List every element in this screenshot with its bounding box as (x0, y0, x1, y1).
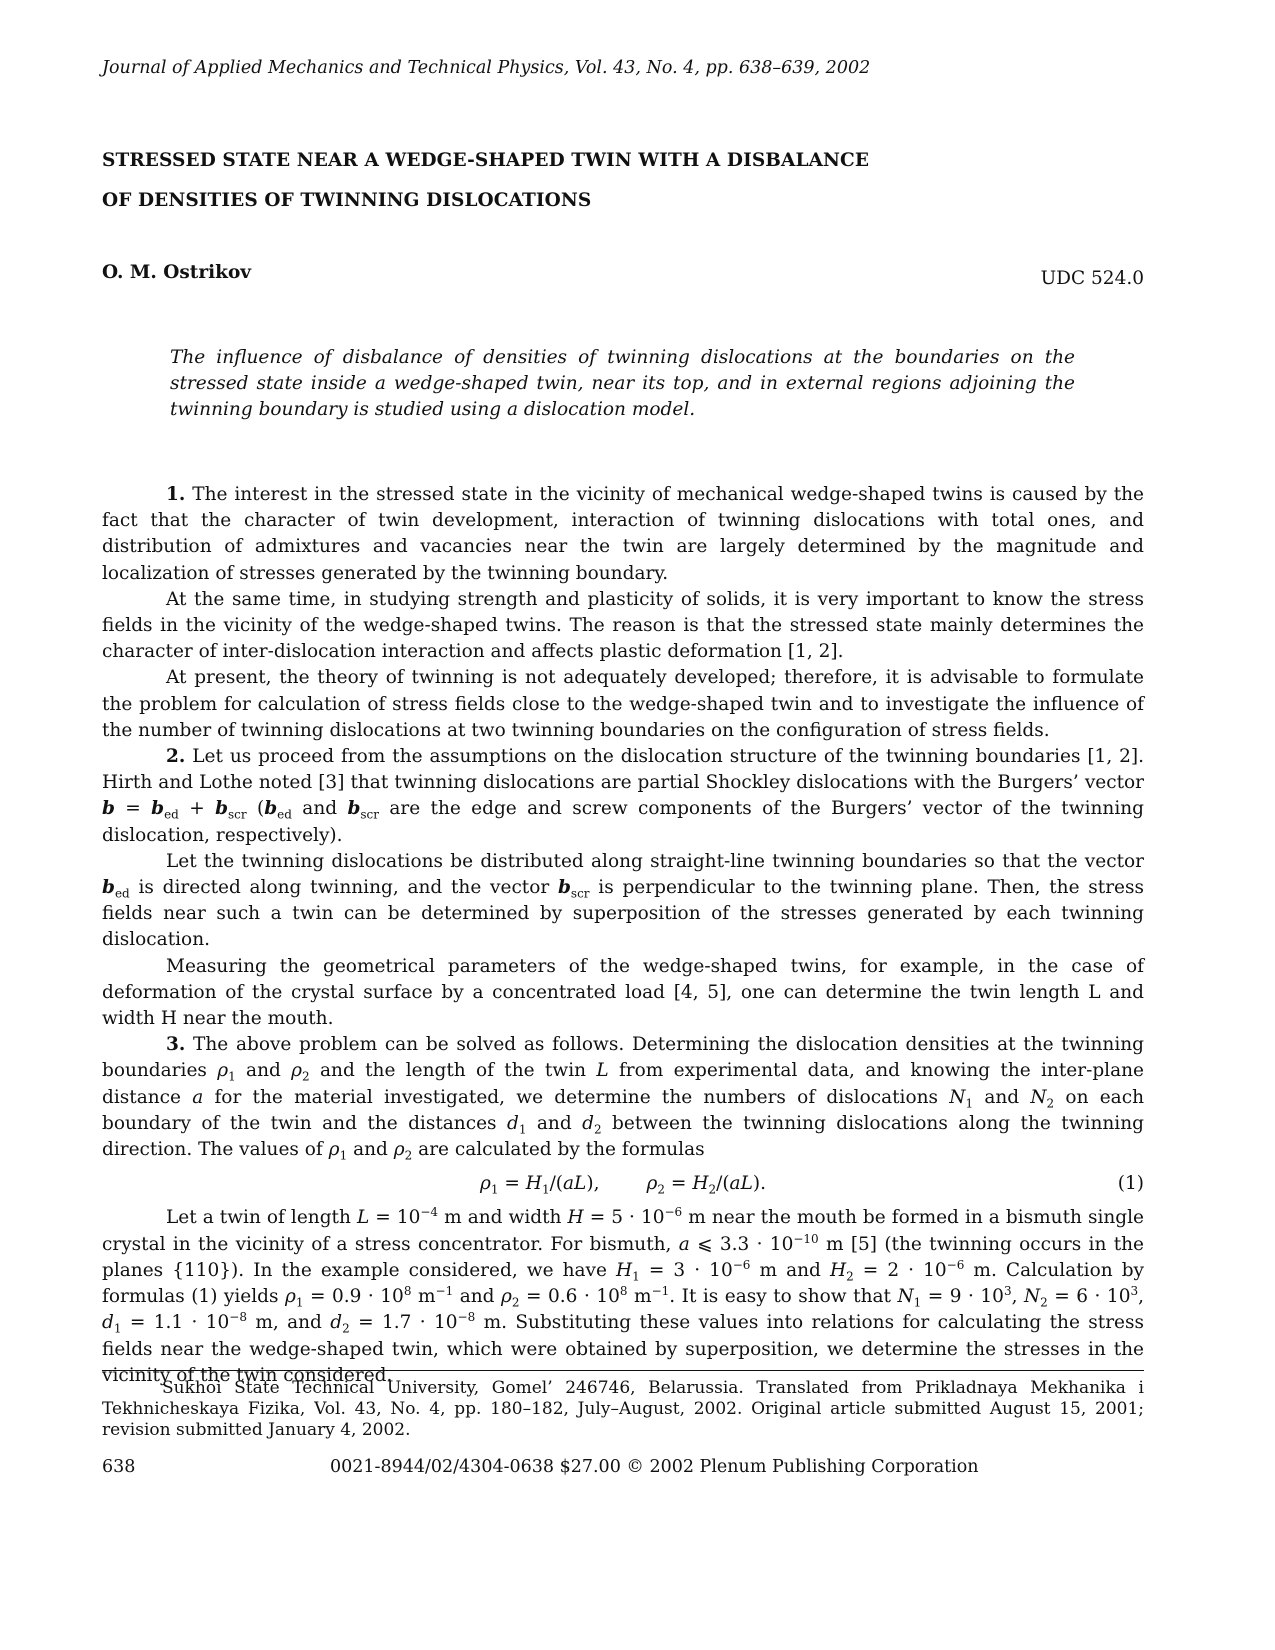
journal-header: Journal of Applied Mechanics and Technical Physics, Vol. 43, No. 4, pp. 638–639, 2002 (102, 58, 871, 78)
author: O. M. Ostrikov (102, 262, 252, 283)
section-number: 1. (166, 484, 186, 505)
equation-number: (1) (1117, 1173, 1144, 1195)
copyright-line: 0021-8944/02/4304-0638 $27.00 © 2002 Plenum Publishing Corporation (330, 1457, 979, 1477)
paragraph-4: 2. Let us proceed from the assumptions on the dislocation structure of the twinning boundaries [1, 2]. Hirth and Lothe noted [3] that twinning dislocations are partial Shockley dislocations with the Burgers’ vector $b = b_{ed} + b_{scr}$ ($b_{ed}$ and $b_{scr}$ are the edge and screw components of the Burgers’ vector of the twinning dislocation, respectively). (102, 746, 1144, 846)
title-line-2: OF DENSITIES OF TWINNING DISLOCATIONS (102, 190, 592, 211)
paragraph-6: Measuring the geometrical parameters of the wedge-shaped twins, for example, in the case of deformation of the crystal surface by a concentrated load [4, 5], one can determine the twin length L and width H near the mouth. (102, 955, 1144, 1030)
paragraph-2: At the same time, in studying strength and plasticity of solids, it is very important to know the stress fields in the vicinity of the wedge-shaped twins. The reason is that the stressed state mainly determines the character of inter-dislocation interaction and affects plastic deformation [1, 2]. (102, 588, 1144, 663)
page-number: 638 (102, 1457, 136, 1477)
equation-1: $\rho_1 = H_1/(aL)$, $\rho_2 = H_2/(aL)$. (1) (480, 1173, 1144, 1197)
udc-code: UDC 524.0 (1040, 268, 1144, 289)
title-line-1: STRESSED STATE NEAR A WEDGE-SHAPED TWIN WITH A DISBALANCE (102, 150, 870, 171)
footnote: Sukhoi State Technical University, Gomel’ 246746, Belarussia. Translated from Prikladnaya Mekhanika i Tekhnicheskaya Fizika, Vol. 43, No. 4, pp. 180–182, July–August, 2002. Original article submitted August 15, 2001; revision submitted January 4, 2002. (102, 1378, 1144, 1440)
paragraph-1-text: The interest in the stressed state in the vicinity of mechanical wedge-shaped twins is caused by the fact that the character of twin development, interaction of twinning dislocations with total ones, and distribution of admixtures and vacancies near the twin are largely determined by the magnitude and localization of stresses generated by the twinning boundary. (102, 484, 1144, 584)
paragraph-3: At present, the theory of twinning is not adequately developed; therefore, it is advisable to formulate the problem for calculation of stress fields close to the wedge-shaped twin and to investigate the influence of the number of twinning dislocations at two twinning boundaries on the configuration of stress fields. (102, 667, 1144, 741)
section-number: 3. (166, 1034, 186, 1056)
paragraph-1 (102, 482, 1144, 587)
paragraph-8: Let a twin of length $L = 10^{-4}$ m and width $H = 5 \cdot 10^{-6}$ m near the mouth be formed in a bismuth single crystal in the vicinity of a stress concentrator. For bismuth, a ⩽ $3.3 \cdot 10^{-10}$ m [5] (the twinning occurs in the planes {110}). In the example considered, we have $H_1 = 3 \cdot 10^{-6}$ m and $H_2 = 2 \cdot 10^{-6}$ m. Calculation by formulas (1) yields $\rho_1 = 0.9 \cdot 10^8$ $m^{-1}$ and $\rho_2 = 0.6 \cdot 10^8$ $m^{-1}$. It is easy to show that $N_1 = 9 \cdot 10^3$, $N_2 = 6 \cdot 10^3$, $d_1 = 1.1 \cdot 10^{-8}$ m, and $d_2 = 1.7 \cdot 10^{-8}$ m. Substituting these values into relations for calculating the stress fields near the wedge-shaped twin, which were obtained by superposition, we determine the stresses in the vicinity of the twin considered. (102, 1205, 1145, 1386)
paragraph-5: Let the twinning dislocations be distributed along straight-line twinning boundaries so that the vector $b_{ed}$ is directed along twinning, and the vector $b_{scr}$ is perpendicular to the twinning plane. Then, the stress fields near such a twin can be determined by superposition of the stresses generated by each twinning dislocation. (102, 850, 1144, 951)
footnote-divider (102, 1370, 1144, 1371)
paragraph-7: 3. The above problem can be solved as follows. Determining the dislocation densities at the twinning boundaries $\rho_1$ and $\rho_2$ and the length of the twin L from experimental data, and knowing the inter-plane distance a for the material investigated, we determine the numbers of dislocations $N_1$ and $N_2$ on each boundary of the twin and the distances $d_1$ and $d_2$ between the twinning dislocations along the twinning direction. The values of $\rho_1$ and $\rho_2$ are calculated by the formulas (102, 1034, 1144, 1163)
abstract: The influence of disbalance of densities of twinning dislocations at the boundaries on the stressed state inside a wedge-shaped twin, near its top, and in external regions adjoining the twinning boundary is studied using a dislocation model. (170, 347, 1075, 420)
section-number: 2. (166, 746, 186, 768)
article-body (102, 482, 1144, 1389)
